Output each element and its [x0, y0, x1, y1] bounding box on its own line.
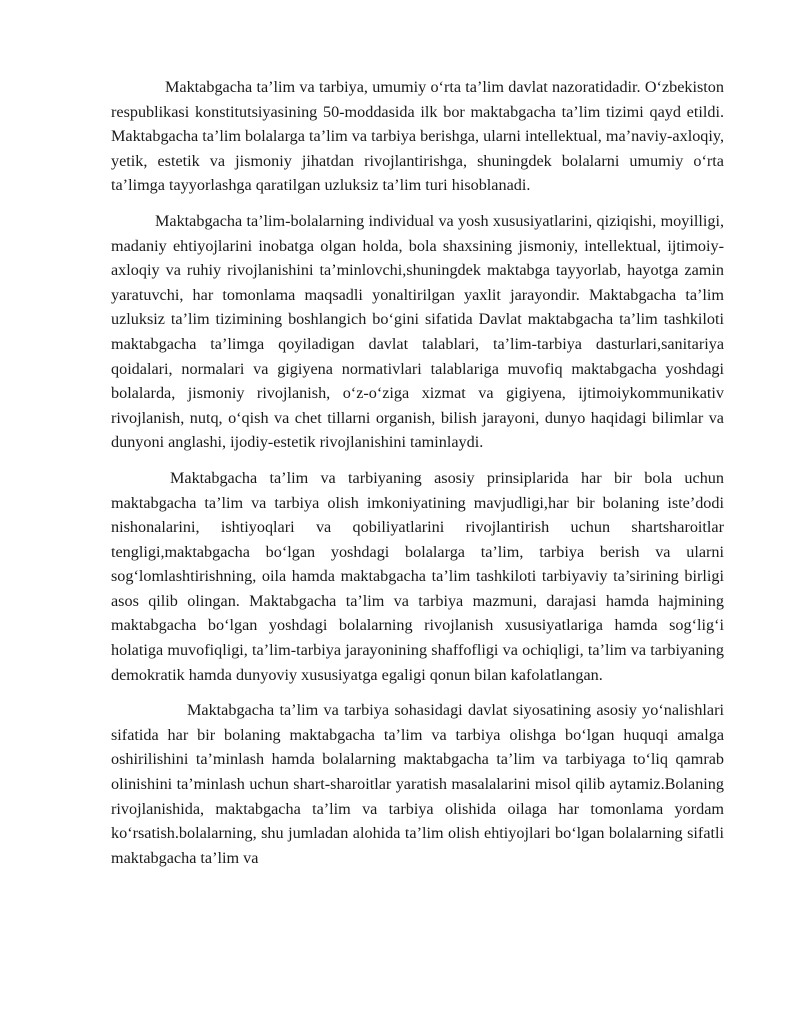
paragraph-4: Maktabgacha ta’lim va tarbiya sohasidagi davlat siyosatining asosiy yo‘nalishlari sifatida har bir bolaning maktabgacha ta’lim va tarbiya olishga bo‘lgan huquqi amalga oshirilishini ta’minlash hamda bolalarning maktabgacha ta’lim va tarbiyaga to‘liq qamrab olinishini ta’minlash uchun shart-sharoitlar yaratish masalalarini misol qilib aytamiz.Bolaning rivojlanishida, maktabgacha ta’lim va tarbiya olishida oilaga har tomonlama yordam ko‘rsatish.bolalarning, shu jumladan alohida ta’lim olish ehtiyojlari bo‘lgan bolalarning sifatli maktabgacha ta’lim va: [111, 701, 724, 867]
paragraph-3: Maktabgacha ta’lim va tarbiyaning asosiy prinsiplarida har bir bola uchun maktabgacha ta’lim va tarbiya olish imkoniyatining mavjudligi,har bir bolaning iste’dodi nishonalarini, ishtiyoqlari va qobiliyatlarini rivojlantirish uchun shartsharoitlar tengligi,maktabgacha bo‘lgan yoshdagi bolalarga ta’lim, tarbiya berish va ularni sog‘lomlashtirishning, oila hamda maktabgacha ta’lim tashkiloti tarbiyaviy ta’sirining birligi asos qilib olingan. Maktabgacha ta’lim va tarbiya mazmuni, darajasi hamda hajmining maktabgacha bo‘lgan yoshdagi bolalarning rivojlanish xususiyatlariga hamda sog‘lig‘i holatiga muvofiqligi, ta’lim-tarbiya jarayonining shaffofligi va ochiqligi, ta’lim va tarbiyaning demokratik hamda dunyoviy xususiyatga egaligi qonun bilan kafolatlangan.: [111, 468, 724, 684]
document-page: [111, 75, 724, 881]
paragraph-1: Maktabgacha ta’lim va tarbiya, umumiy o‘rta ta’lim davlat nazoratidadir. O‘zbekiston respublikasi konstitutsiyasining 50-moddasida ilk bor maktabgacha ta’lim tizimi qayd etildi. Maktabgacha ta’lim bolalarga ta’lim va tarbiya berishga, ularni intellektual, ma’naviy-axloqiy, yetik, estetik va jismoniy jihatdan rivojlantirishga, shuningdek bolalarni umumiy o‘rta ta’limga tayyorlashga qaratilgan uzluksiz ta’lim turi hisoblanadi.: [111, 78, 724, 195]
paragraph-2: Maktabgacha ta’lim-bolalarning individual va yosh xususiyatlarini, qiziqishi, moyilligi, madaniy ehtiyojlarini inobatga olgan holda, bola shaxsining jismoniy, intellektual, ijtimoiy-axloqiy va ruhiy rivojlanishini ta’minlovchi,shuningdek maktabga tayyorlab, hayotga zamin yaratuvchi, har tomonlama maqsadli yonaltirilgan yaxlit jarayondir. Maktabgacha ta’lim uzluksiz ta’lim tizimining boshlangich bo‘gini sifatida Davlat maktabgacha ta’lim tashkiloti maktabgacha ta’limga qoyiladigan davlat talablari, ta’lim-tarbiya dasturlari,sanitariya qoidalari, normalari va gigiyena normativlari talablariga muvofiq maktabgacha yoshdagi bolalarda, jismoniy rivojlanish, o‘z-o‘ziga xizmat va gigiyena, ijtimoiykommunikativ rivojlanish, nutq, o‘qish va chet tillarni organish, bilish jarayoni, dunyo haqidagi bilimlar va dunyoni anglashi, ijodiy-estetik rivojlanishini taminlaydi.: [111, 211, 724, 452]
